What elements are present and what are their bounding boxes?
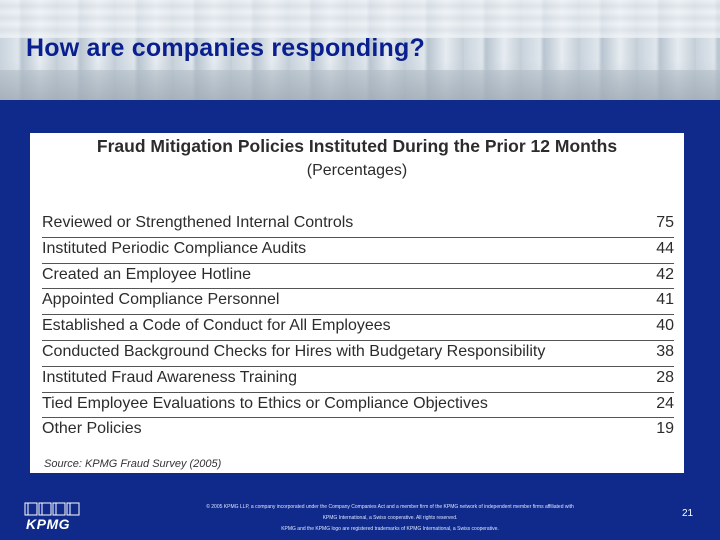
row-label: Reviewed or Strengthened Internal Controls — [42, 214, 354, 231]
table-row — [42, 393, 674, 419]
source-note: Source: KPMG Fraud Survey (2005) — [44, 458, 222, 470]
kpmg-logo-text: KPMG — [26, 516, 70, 532]
row-value: 24 — [656, 394, 674, 412]
survey-table-panel — [30, 133, 684, 473]
table-row — [42, 341, 674, 367]
table-rows — [42, 212, 674, 444]
legal-line: KPMG International, a Swiss cooperative. All rights reserved. — [322, 515, 458, 521]
legal-notice — [150, 502, 630, 535]
legal-line: © 2005 KPMG LLP, a company incorporated under the Company Companies Act and a member firm of the KPMG network of independent member firms affiliated with — [206, 504, 574, 510]
kpmg-logo-boxes-icon — [24, 502, 80, 516]
row-value: 38 — [656, 342, 674, 360]
row-label: Conducted Background Checks for Hires with Budgetary Responsibility — [42, 342, 546, 360]
row-label: Tied Employee Evaluations to Ethics or Compliance Objectives — [42, 394, 488, 412]
row-label: Established a Code of Conduct for All Employees — [42, 317, 391, 335]
row-label: Appointed Compliance Personnel — [42, 291, 280, 309]
table-row — [42, 418, 674, 444]
row-value: 75 — [656, 214, 674, 231]
row-value: 28 — [656, 368, 674, 386]
row-value: 44 — [656, 239, 674, 257]
table-row — [42, 238, 674, 264]
table-row — [42, 212, 674, 238]
legal-line: KPMG and the KPMG logo are registered trademarks of KPMG International, a Swiss cooperative. — [281, 526, 499, 532]
row-label: Instituted Fraud Awareness Training — [42, 368, 297, 386]
footer — [0, 490, 720, 540]
row-value: 41 — [656, 291, 674, 309]
header-floor-image — [0, 70, 720, 100]
table-title: Fraud Mitigation Policies Instituted During the Prior 12 Months — [96, 136, 618, 156]
table-row — [42, 289, 674, 315]
row-label: Created an Employee Hotline — [42, 265, 252, 283]
row-label: Other Policies — [42, 420, 142, 438]
table-subtitle: (Percentages) — [306, 162, 408, 179]
table-row — [42, 264, 674, 290]
row-value: 40 — [656, 317, 674, 335]
table-row — [42, 315, 674, 341]
page-number: 21 — [682, 508, 694, 519]
row-label: Instituted Periodic Compliance Audits — [42, 239, 307, 257]
kpmg-logo — [24, 502, 80, 536]
slide-title: How are companies responding? — [26, 34, 425, 62]
header-banner — [0, 0, 720, 100]
row-value: 42 — [656, 265, 674, 283]
row-value: 19 — [656, 420, 674, 438]
header-ceiling-image — [0, 0, 720, 38]
table-row — [42, 367, 674, 393]
